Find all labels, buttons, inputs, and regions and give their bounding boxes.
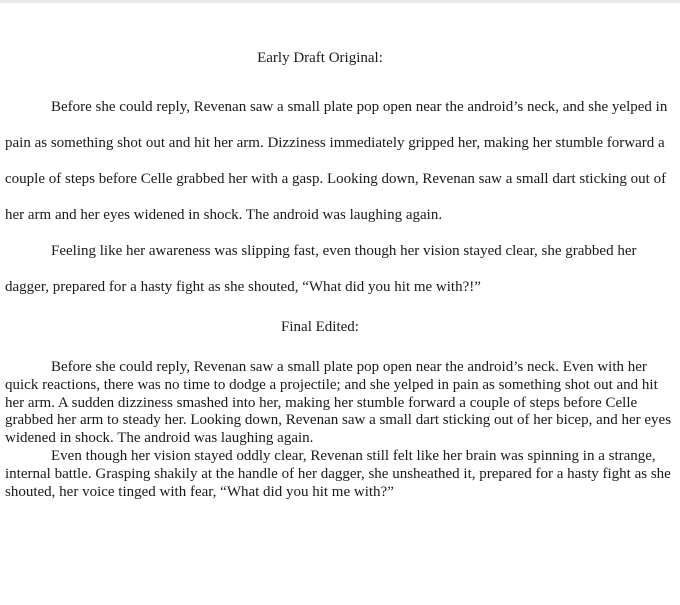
early-draft-paragraph-2: Feeling like her awareness was slipping fast, even though her vision stayed clear, she grabbed her dagger, prepared for a hasty fight as she shouted, “What did you hit me with?!”	[5, 243, 637, 295]
top-border	[0, 0, 680, 3]
final-edited-paragraph-1: Before she could reply, Revenan saw a small plate pop open near the android’s neck. Even with her quick reactions, there was no time to dodge a projectile; and she yelped in pain as something shot out and hit her arm. A sudden dizziness smashed into her, making her stumble forward a couple of steps before Celle grabbed her arm to steady her. Looking down, Revenan saw a small dart sticking out of her bicep, and her eyes widened in shock. The android was laughing again.	[5, 359, 672, 447]
final-edited-paragraph-2: Even though her vision stayed oddly clear, Revenan still felt like her brain was spinning in a strange, internal battle. Grasping shakily at the handle of her dagger, she unsheathed it, prepared for a hasty fight as she shouted, her voice tinged with fear, “What did you hit me with?”	[5, 447, 671, 500]
early-draft-heading: Early Draft Original:	[257, 50, 383, 66]
document-page	[5, 46, 677, 501]
early-draft-paragraph-1: Before she could reply, Revenan saw a small plate pop open near the android’s neck, and she yelped in pain as something shot out and hit her arm. Dizziness immediately gripped her, making her stumble forward a couple of steps before Celle grabbed her with a gasp. Looking down, Revenan saw a small dart sticking out of her arm and her eyes widened in shock. The android was laughing again.	[5, 99, 668, 223]
early-draft-section	[5, 89, 677, 305]
final-edited-section	[5, 359, 677, 501]
final-edited-heading: Final Edited:	[281, 319, 359, 335]
